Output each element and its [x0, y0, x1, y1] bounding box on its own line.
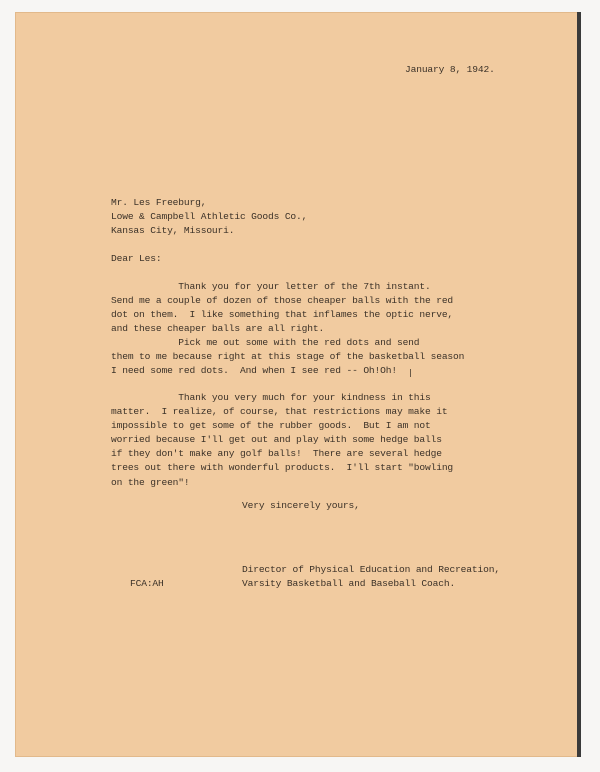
paragraph-line: worried because I'll get out and play with some hedge balls [111, 434, 442, 446]
paragraph-line: Pick me out some with the red dots and send [111, 337, 420, 348]
paragraph-line: I need some red dots. And when I see red -- Oh!Oh! [111, 365, 397, 377]
recipient-line: Lowe & Campbell Athletic Goods Co., [111, 211, 308, 223]
paragraph-line: impossible to get some of the rubber goods. But I am not [111, 420, 431, 432]
signature-title-line: Varsity Basketball and Baseball Coach. [242, 578, 456, 590]
salutation: Dear Les: [111, 253, 162, 264]
paragraph-line: them to me because right at this stage of the basketball season [111, 351, 465, 363]
paragraph-line: matter. I realize, of course, that restrictions may make it [111, 406, 448, 418]
paragraph-line: on the green"! [111, 476, 190, 488]
page-edge-shadow [577, 12, 581, 757]
recipient-address [111, 196, 307, 238]
signature-title-line: Director of Physical Education and Recreation, [242, 564, 500, 575]
recipient-line: Mr. Les Freeburg, [111, 197, 207, 208]
body-paragraph-2 [111, 336, 464, 378]
paragraph-line: trees out there with wonderful products. I'll start "bowling [111, 462, 454, 474]
pen-mark [410, 369, 411, 377]
paragraph-line: and these cheaper balls are all right. [111, 323, 325, 335]
paragraph-line: dot on them. I like something that inflames the optic nerve, [111, 309, 454, 321]
paragraph-line: if they don't make any golf balls! There are several hedge [111, 448, 442, 460]
signature-block [242, 563, 500, 591]
body-paragraph-1 [111, 280, 453, 336]
paragraph-line: Thank you very much for your kindness in this [111, 392, 431, 403]
body-paragraph-3 [111, 391, 453, 490]
letter-page [15, 12, 581, 757]
paragraph-line: Send me a couple of dozen of those cheaper balls with the red [111, 295, 454, 307]
letter-date: January 8, 1942. [405, 64, 495, 75]
typist-initials: FCA:AH [130, 578, 164, 589]
complimentary-closing: Very sincerely yours, [242, 500, 360, 511]
paragraph-line: Thank you for your letter of the 7th instant. [111, 281, 431, 292]
recipient-line: Kansas City, Missouri. [111, 225, 235, 237]
